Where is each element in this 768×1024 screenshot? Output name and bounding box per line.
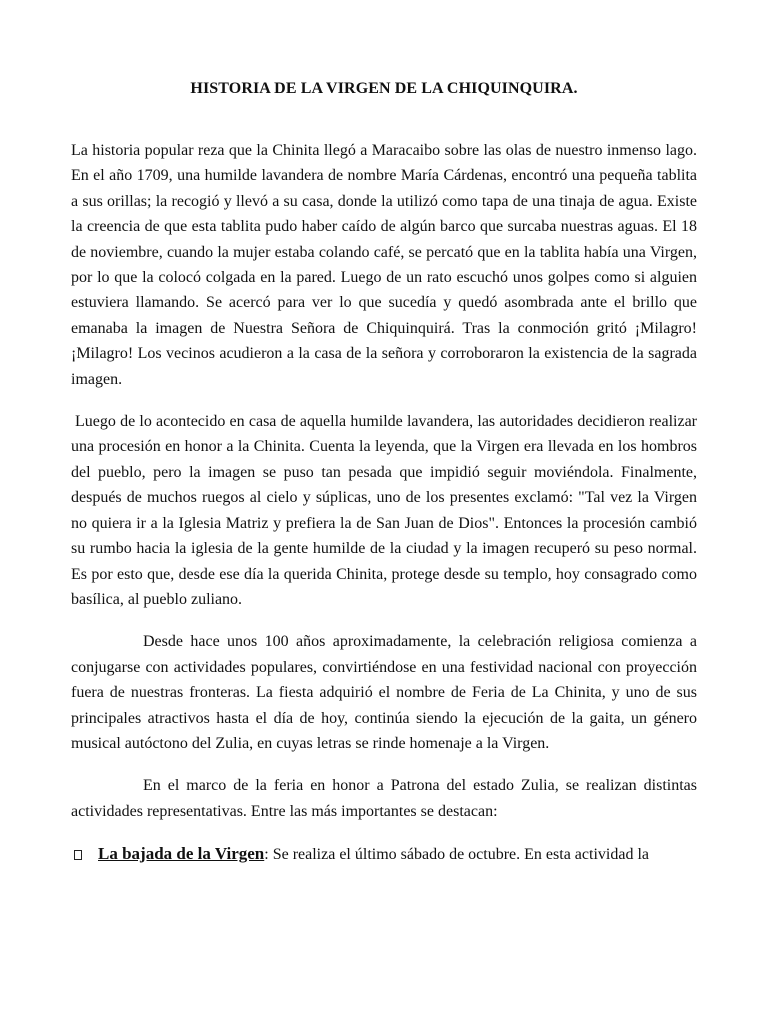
list-item-term: La bajada de la Virgen	[98, 844, 265, 864]
paragraph-activities: En el marco de la feria en honor a Patrona del estado Zulia, se realizan distintas actividades representativas. Entre las más importantes se destacan:	[71, 777, 697, 820]
list-item	[71, 841, 697, 867]
square-bullet-icon	[74, 850, 82, 860]
paragraph-procession: Luego de lo acontecido en casa de aquella humilde lavandera, las autoridades decidieron realizar una procesión en honor a la Chinita. Cuenta la leyenda, que la Virgen era llevada en los hombros del pueblo, pero la imagen se puso tan pesada que impidió seguir moviéndola. Finalmente, después de muchos ruegos al cielo y súplicas, uno de los presentes exclamó: "Tal vez la Virgen no quiera ir a la Iglesia Matriz y prefiera la de San Juan de Dios". Entonces la procesión cambió su rumbo hacia la iglesia de la gente humilde de la ciudad y la imagen recuperó su peso normal. Es por esto que, desde ese día la querida Chinita, protege desde su templo, hoy consagrado como basílica, al pueblo zuliano.	[71, 413, 697, 608]
document-title: HISTORIA DE LA VIRGEN DE LA CHIQUINQUIRA.	[190, 80, 578, 97]
list-item-text	[98, 841, 649, 867]
list-item-description: : Se realiza el último sábado de octubre. En esta actividad la	[264, 846, 649, 864]
paragraph-history: La historia popular reza que la Chinita llegó a Maracaibo sobre las olas de nuestro inmenso lago. En el año 1709, una humilde lavandera de nombre María Cárdenas, encontró una pequeña tablita a sus orillas; la recogió y llevó a su casa, donde la utilizó como tapa de una tinaja de agua. Existe la creencia de que esta tablita pudo haber caído de algún barco que surcaba nuestras aguas. El 18 de noviembre, cuando la mujer estaba colando café, se percató que en la tablita había una Virgen, por lo que la colocó colgada en la pared. Luego de un rato escuchó unos golpes como si alguien estuviera llamando. Se acercó para ver lo que sucedía y quedó asombrada ante el brillo que emanaba la imagen de Nuestra Señora de Chiquinquirá. Tras la conmoción gritó ¡Milagro! ¡Milagro! Los vecinos acudieron a la casa de la señora y corroboraron la existencia de la sagrada imagen.	[71, 142, 697, 388]
paragraph-celebration: Desde hace unos 100 años aproximadamente, la celebración religiosa comienza a conjugarse con actividades populares, convirtiéndose en una festividad nacional con proyección fuera de nuestras fronteras. La fiesta adquirió el nombre de Feria de La Chinita, y uno de sus principales atractivos hasta el día de hoy, continúa siendo la ejecución de la gaita, un género musical autóctono del Zulia, en cuyas letras se rinde homenaje a la Virgen.	[71, 633, 697, 752]
